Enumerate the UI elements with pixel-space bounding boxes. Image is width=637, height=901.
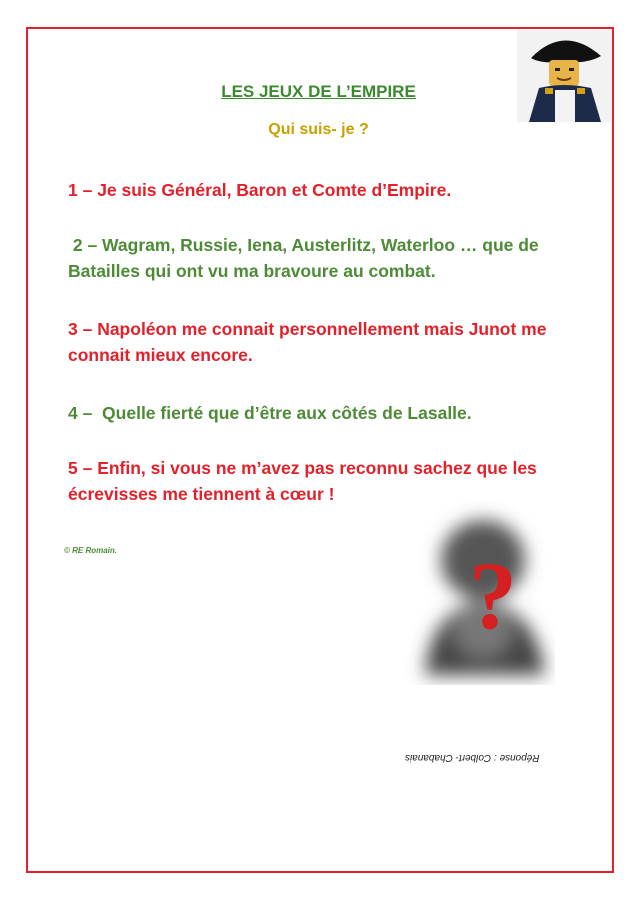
clue-1-line-1: 1 – Je suis Général, Baron et Comte d’Empire. [68, 180, 452, 200]
clue-4-line-1: 4 – Quelle fierté que d’être aux côtés de Lasalle. [68, 403, 472, 423]
clue-3 [68, 316, 568, 368]
page-subtitle: Qui suis- je ? [268, 121, 369, 138]
mystery-silhouette-image [405, 500, 555, 685]
clue-1 [68, 177, 568, 203]
clue-5-line-1: 5 – Enfin, si vous ne m’avez pas reconnu sachez que les [68, 458, 537, 478]
clue-4 [68, 400, 568, 426]
question-mark-glyph: ? [469, 542, 517, 649]
clue-5-line-2: écrevisses me tiennent à cœur ! [68, 484, 335, 504]
clue-2-line-1: 2 – Wagram, Russie, Iena, Austerlitz, Waterloo … que de [68, 235, 539, 255]
clue-3-line-2: connait mieux encore. [68, 345, 253, 365]
copyright-text: © RE Romain. [64, 546, 118, 555]
clue-3-line-1: 3 – Napoléon me connait personnellement mais Junot me [68, 319, 547, 339]
answer-text-upside-down: Réponse : Colbert- Chabanais [405, 752, 540, 763]
napoleon-figure-image [517, 30, 611, 122]
page-title: LES JEUX DE L’EMPIRE [221, 82, 416, 101]
clue-2-line-2: Batailles qui ont vu ma bravoure au combat. [68, 261, 436, 281]
clue-2 [68, 232, 568, 284]
page-border [26, 27, 614, 873]
